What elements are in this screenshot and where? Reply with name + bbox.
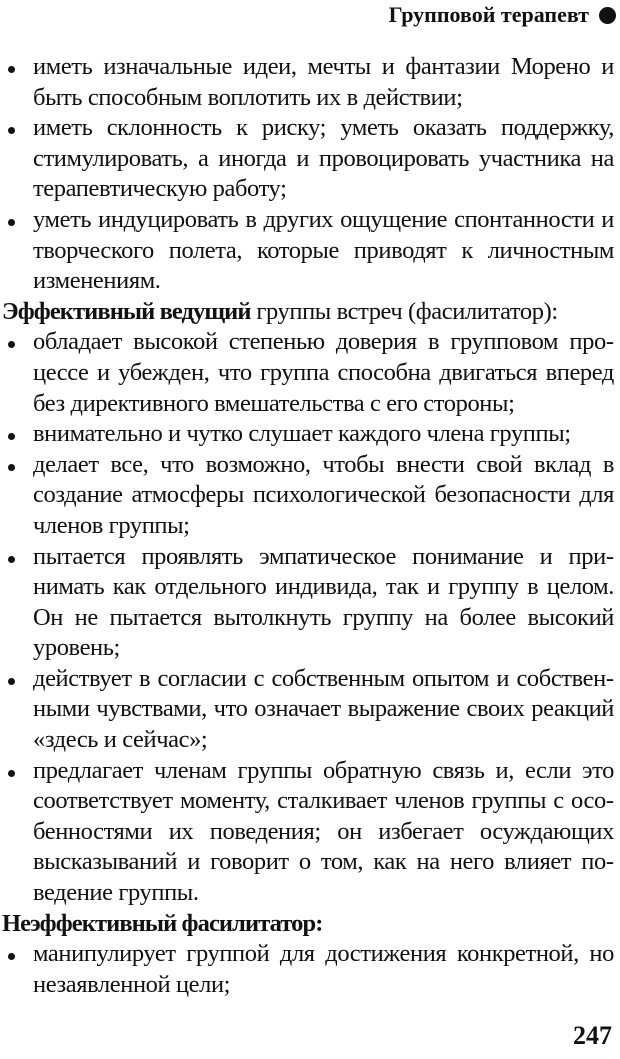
bullet-icon: [8, 678, 15, 685]
bullet-icon: [8, 464, 15, 471]
running-head: [389, 2, 616, 28]
effective-facilitator-heading: [2, 297, 614, 328]
ineffective-facilitator-bold: Неэффективный фасилитатор:: [2, 909, 323, 937]
bullet-icon: [8, 127, 15, 134]
list-item-text: уметь индуцировать в других ощущение спонтанности и творческого полета, которые приводят к личностным изменениям.: [33, 205, 614, 295]
list-item: [2, 205, 614, 297]
effective-facilitator-bold: Эффективный ведущий: [2, 297, 251, 325]
bullet-icon: [8, 433, 15, 440]
bullet-icon: [8, 66, 15, 73]
bullet-icon: [8, 219, 15, 226]
bullet-dot-icon: [599, 7, 616, 24]
bullet-icon: [8, 556, 15, 563]
bullet-icon: [8, 953, 15, 960]
list-item-text: пытается проявлять эмпатическое понимание и принимать как отдельного индивида, так и группу в целом. Он не пытается вытолкнуть группу на более высокий уровень;: [33, 542, 614, 662]
running-head-title: Групповой терапевт: [388, 2, 589, 27]
list-item-text: иметь изначальные идеи, мечты и фантазии Морено и быть способным воплотить их в действии;: [33, 53, 614, 111]
page-number: 247: [573, 1021, 612, 1050]
list-item: [2, 939, 614, 1000]
list-item: [2, 52, 614, 113]
list-item: [2, 327, 614, 419]
ineffective-facilitator-heading: [2, 909, 614, 940]
bullet-list-moreno: [2, 52, 614, 297]
list-item-text: манипулирует группой для достижения конкретной, но незаявленной цели;: [33, 940, 614, 998]
list-item-text: иметь склонность к риску; уметь оказать поддержку, стимулировать, а иногда и провоцировать участника на терапевтическую работу;: [33, 114, 614, 203]
list-item-text: предлагает членам группы обратную связь и, если это соответствует моменту, сталкивает членов группы с особенностями их поведения; он избегает осуждающих высказываний и говорит о том, как на него влияет поведение группы.: [33, 756, 614, 907]
bullet-icon: [8, 770, 15, 777]
list-item: [2, 450, 614, 542]
list-item-text: обладает высокой степенью доверия в групповом процессе и убежден, что группа способна двигаться вперед без директивного вмешательства с его стороны;: [33, 328, 614, 417]
list-item-text: внимательно и чутко слушает каждого члена группы;: [33, 420, 571, 448]
list-item: [2, 542, 614, 664]
bullet-icon: [8, 341, 15, 348]
list-item: [2, 664, 614, 756]
list-item: [2, 756, 614, 909]
list-item: [2, 113, 614, 205]
effective-facilitator-rest: группы встреч (фасилитатор):: [250, 297, 558, 325]
list-item-text: делает все, что возможно, чтобы внести свой вклад в создание атмосферы психологической безопасности для членов группы;: [33, 450, 614, 539]
bullet-list-effective: [2, 327, 614, 908]
list-item: [2, 419, 614, 450]
list-item-text: действует в согласии с собственным опытом и собственными чувствами, что означает выражение своих реакций «здесь и сейчас»;: [33, 664, 614, 754]
bullet-list-ineffective: [2, 939, 614, 1000]
body-text: [2, 52, 614, 1000]
